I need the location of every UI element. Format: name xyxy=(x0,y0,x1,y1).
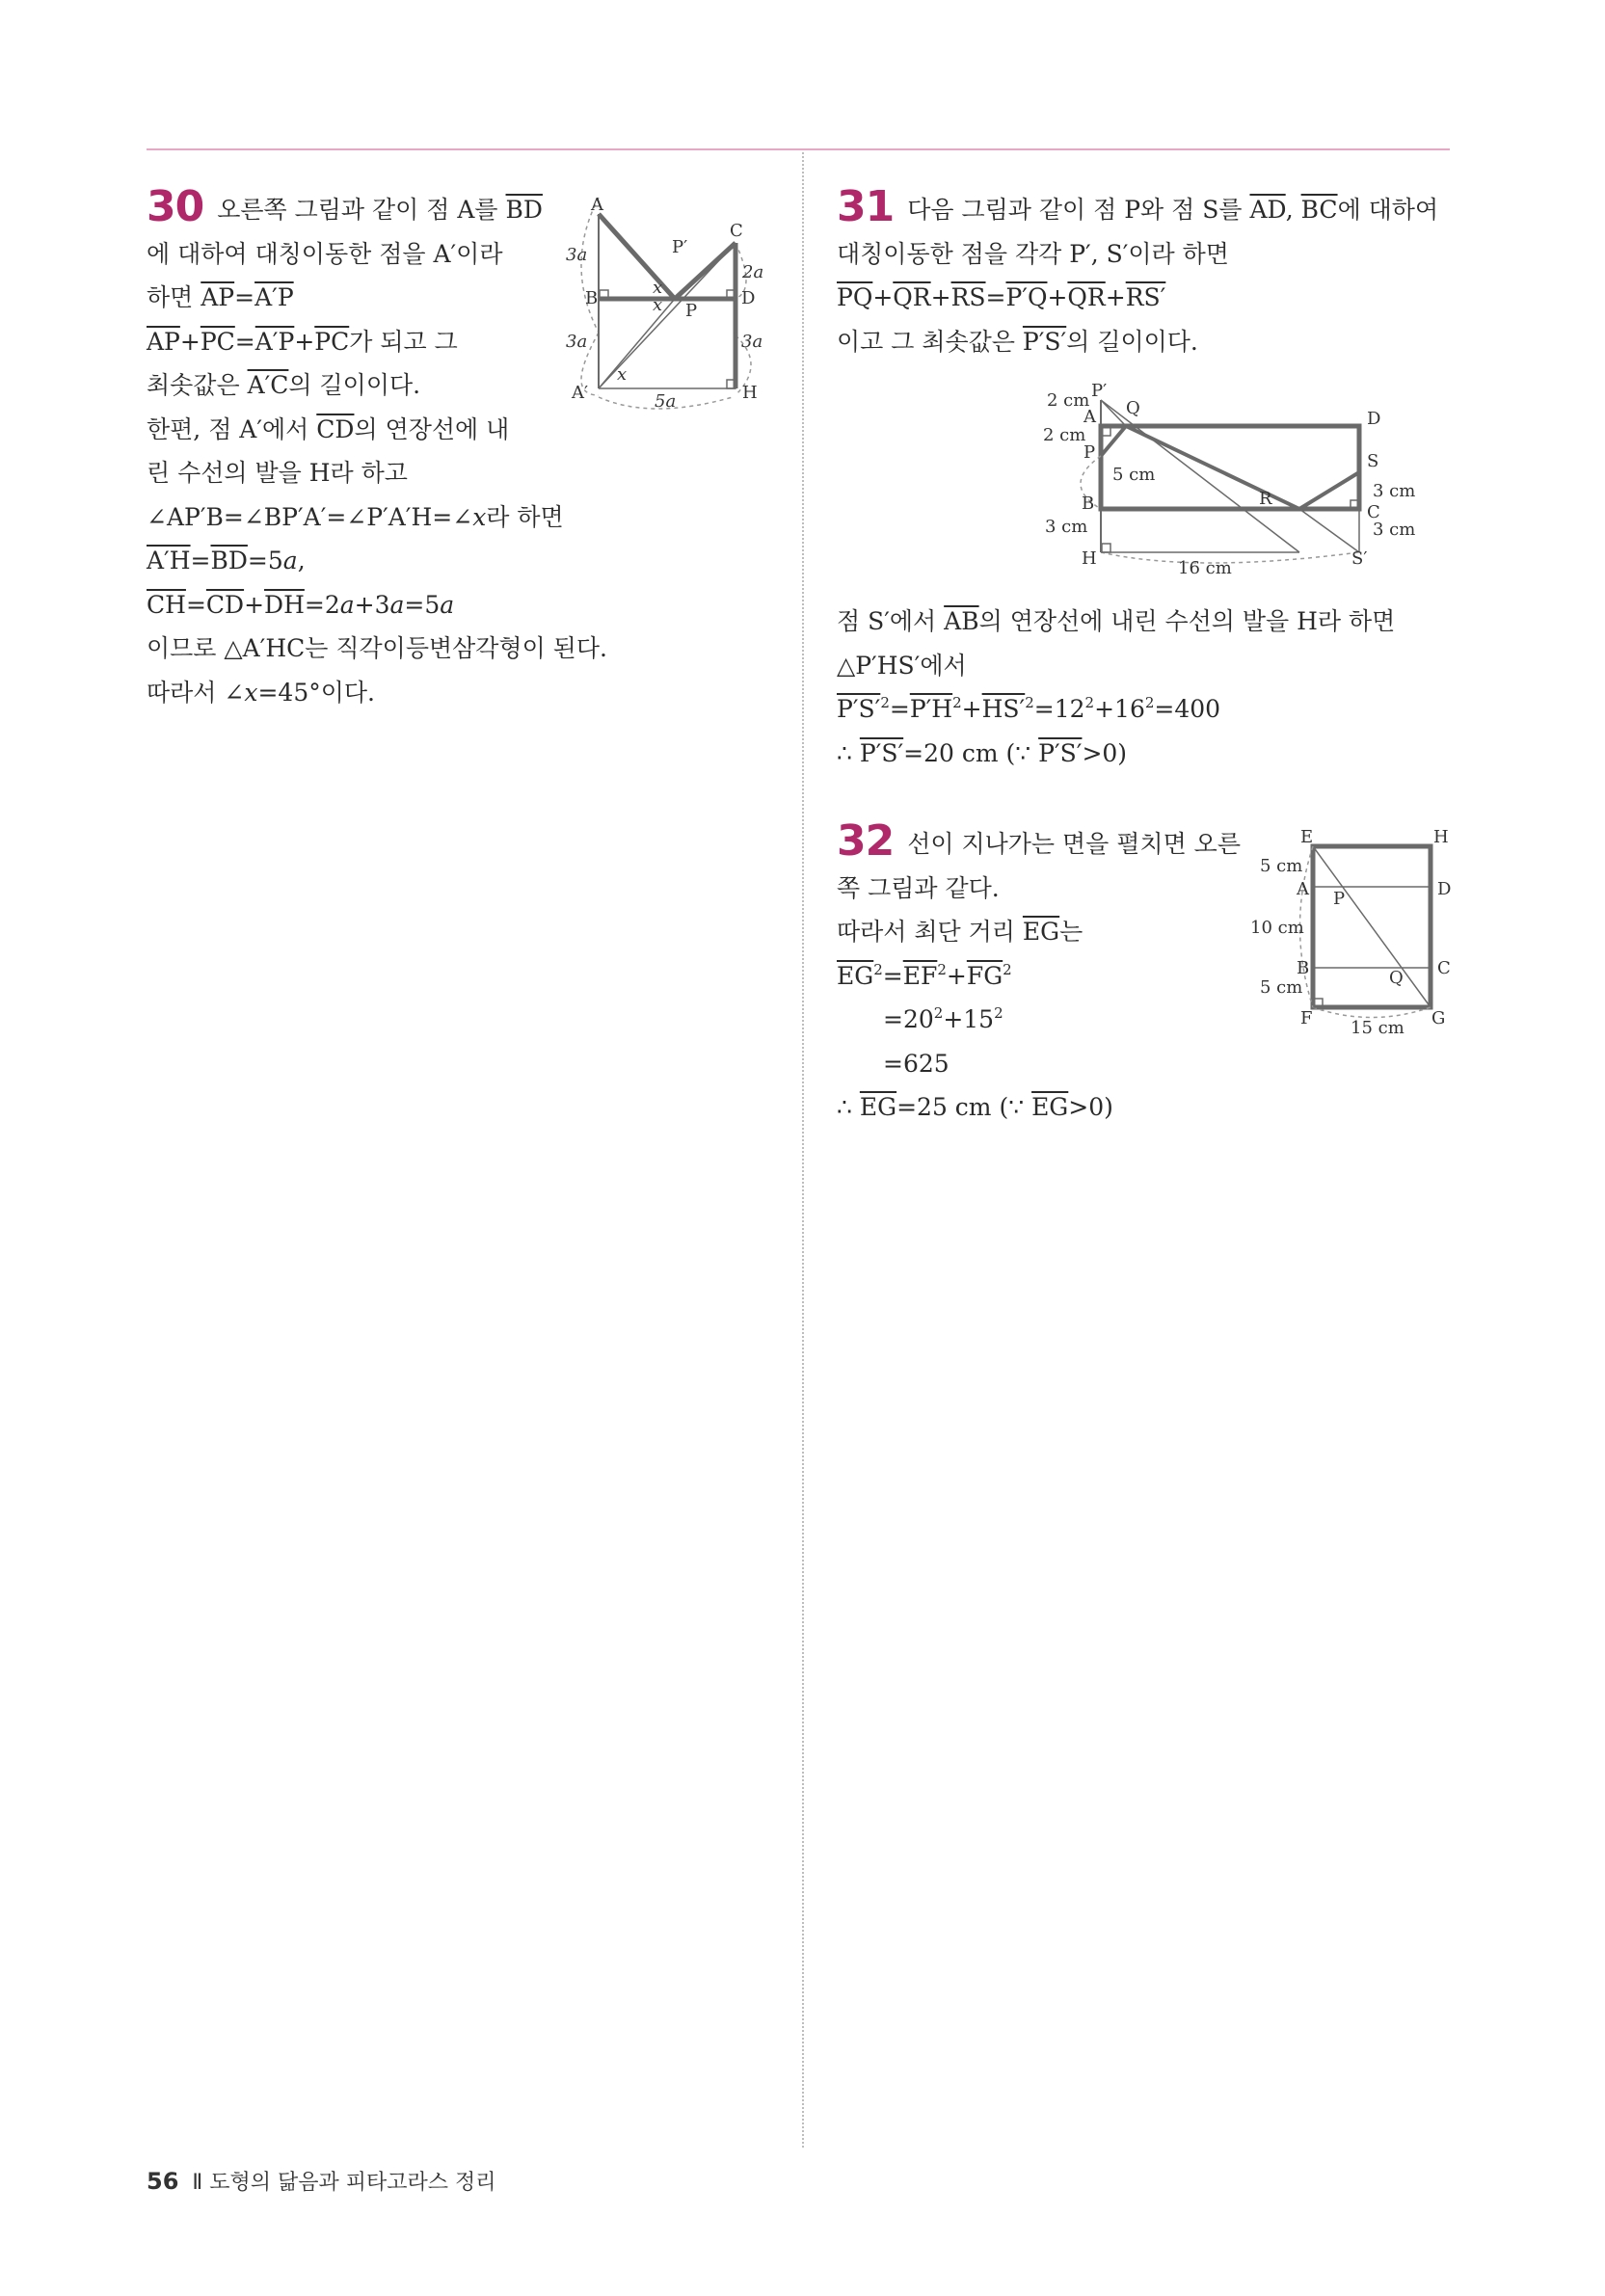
fig32-label-5cm-top: 5 cm xyxy=(1260,856,1303,876)
page-footer xyxy=(147,2166,495,2196)
problem-31-line-1: 31 다음 그림과 같이 점 P와 점 S를 $\overline{AD}$, $\overline{BC}$에 대하여 xyxy=(837,182,1439,231)
problem-32-line-4: $\overline{EG}^2=\overline{EF}^2+\overline{FG}^2$ xyxy=(837,960,1012,990)
fig30-label-C: C xyxy=(730,221,743,241)
figure-32 xyxy=(1250,827,1460,1044)
fig30-label-2a: 2a xyxy=(742,262,764,282)
problem-number: 30 xyxy=(147,182,204,231)
column-divider xyxy=(802,152,804,2148)
top-rule xyxy=(147,148,1450,150)
fig31-label-Q: Q xyxy=(1126,398,1140,418)
problem-31-line-6: △P′HS′에서 xyxy=(837,651,967,680)
fig32-label-E: E xyxy=(1300,827,1314,847)
problem-31-line-4: 이고 그 최솟값은 P′S′의 길이이다. xyxy=(837,327,1198,356)
fig31-label-A: A xyxy=(1083,407,1096,427)
fig30-label-D: D xyxy=(741,288,756,308)
problem-31-line-3: $\overline{PQ}+\overline{QR}+\overline{RS}=P'Q+\overline{QR}+RS'$ xyxy=(837,283,1166,311)
problem-30-line-6: 한편, 점 A′에서 $\overline{CD}$의 연장선에 내 xyxy=(147,414,510,443)
fig30-label-P-prime: P′ xyxy=(672,237,688,257)
page-number: 56 xyxy=(147,2168,179,2195)
problem-32 xyxy=(837,816,1242,1130)
fig32-label-5cm-bottom: 5 cm xyxy=(1260,977,1303,998)
fig30-label-5a: 5a xyxy=(655,391,677,412)
problem-30-line-2: 에 대하여 대칭이동한 점을 A′이라 xyxy=(147,239,503,268)
chapter-title: Ⅱ 도형의 닮음과 피타고라스 정리 xyxy=(192,2171,496,2195)
problem-32-line-5: $=20^2+15^2$ xyxy=(883,1004,1003,1033)
fig30-label-3a-bottom: 3a xyxy=(566,332,588,352)
fig31-label-P-prime: P′ xyxy=(1091,381,1108,401)
problem-number: 31 xyxy=(837,182,895,231)
problem-30-line-12: 따라서 ∠x=45°이다. xyxy=(147,678,375,707)
problem-32-line-7: ∴ $\overline{EG}=25$ cm (∵ $\overline{EG}>0$) xyxy=(837,1093,1113,1121)
fig32-label-C: C xyxy=(1437,958,1451,978)
fig32-label-10cm: 10 cm xyxy=(1250,918,1304,938)
problem-31-line-5: 점 S′에서 $\overline{AB}$의 연장선에 내린 수선의 발을 H라 하면 xyxy=(837,607,1396,635)
fig31-label-B: B xyxy=(1082,494,1095,514)
problem-30-line-11: 이므로 △A′HC는 직각이등변삼각형이 된다. xyxy=(147,634,607,662)
fig30-label-A: A xyxy=(591,195,603,215)
problem-number: 32 xyxy=(837,816,895,866)
problem-31-line-8: ∴ P′S′=20 cm (∵ P′S′>0) xyxy=(837,738,1128,767)
fig30-label-3a-top: 3a xyxy=(566,245,588,265)
problem-30-line-1: 30 오른쪽 그림과 같이 점 A를 $\overline{BD}$ xyxy=(147,182,543,231)
fig30-label-P: P xyxy=(685,301,698,321)
fig31-label-S-prime: S′ xyxy=(1351,548,1368,569)
fig31-label-2cm-mid: 2 cm xyxy=(1043,425,1086,445)
problem-32-line-1: 32 선이 지나가는 면을 펼치면 오른 xyxy=(837,816,1241,866)
fig31-label-16cm: 16 cm xyxy=(1178,558,1232,578)
fig32-label-B: B xyxy=(1297,958,1310,978)
problem-30-line-9: $A'H=\overline{BD}=5a$, xyxy=(147,547,306,574)
fig30-label-x-lower: x xyxy=(653,295,663,315)
fig31-label-R: R xyxy=(1259,489,1272,509)
fig30-label-H: H xyxy=(742,383,758,403)
fig32-label-D: D xyxy=(1437,879,1452,899)
problem-30-line-3: 하면 $\overline{AP}=A'P$ xyxy=(147,283,294,311)
fig32-label-P: P xyxy=(1333,889,1346,909)
fig30-label-B: B xyxy=(585,288,599,308)
problem-31-line-2: 대칭이동한 점을 각각 P′, S′이라 하면 xyxy=(837,239,1229,268)
fig30-label-3a-right: 3a xyxy=(741,332,763,352)
figure-30 xyxy=(564,193,771,410)
fig30-label-A-prime: A′ xyxy=(572,383,589,403)
fig31-label-D: D xyxy=(1367,409,1381,429)
fig31-label-H: H xyxy=(1082,548,1097,569)
problem-32-line-6: =625 xyxy=(883,1049,950,1078)
problem-30-line-4: $\overline{AP}+\overline{PC}=A'P+\overline{PC}$가 되고 그 xyxy=(147,327,458,356)
fig31-label-3cm-right-bottom: 3 cm xyxy=(1373,520,1416,540)
problem-30-line-10: $\overline{CH}=\overline{CD}+\overline{DH}=2a+3a=5a$ xyxy=(147,590,455,619)
fig32-label-H: H xyxy=(1433,827,1449,847)
fig31-label-S: S xyxy=(1367,451,1379,471)
fig32-label-15cm: 15 cm xyxy=(1351,1018,1404,1038)
fig31-label-3cm-right-top: 3 cm xyxy=(1373,481,1416,501)
problem-30-line-5: 최솟값은 A′C의 길이이다. xyxy=(147,371,421,399)
problem-32-line-3: 따라서 최단 거리 $\overline{EG}$는 xyxy=(837,918,1083,946)
fig30-label-x-bottom: x xyxy=(617,364,628,385)
problem-31-solution xyxy=(837,600,1454,775)
problem-31 xyxy=(837,182,1454,363)
fig32-label-A: A xyxy=(1297,879,1309,899)
fig32-label-Q: Q xyxy=(1389,968,1404,988)
problem-30-line-8: ∠AP′B=∠BP′A′=∠P′A′H=∠x라 하면 xyxy=(147,502,564,531)
fig32-label-G: G xyxy=(1431,1008,1446,1028)
fig31-label-2cm-top: 2 cm xyxy=(1047,390,1090,411)
problem-31-line-7: $P'S'^2=P'H^2+HS'^2=12^2+16^2=400$ xyxy=(837,694,1221,723)
problem-30-line-7: 린 수선의 발을 H라 하고 xyxy=(147,459,408,487)
fig30-label-x-upper: x xyxy=(653,278,663,298)
fig32-label-F: F xyxy=(1300,1008,1313,1028)
fig31-label-3cm-left: 3 cm xyxy=(1045,517,1088,537)
fig31-label-C: C xyxy=(1367,502,1380,522)
fig31-label-5cm: 5 cm xyxy=(1112,465,1156,485)
fig31-label-P: P xyxy=(1083,442,1096,463)
figure-31 xyxy=(1041,381,1416,583)
problem-32-line-2: 쪽 그림과 같다. xyxy=(837,873,1000,902)
